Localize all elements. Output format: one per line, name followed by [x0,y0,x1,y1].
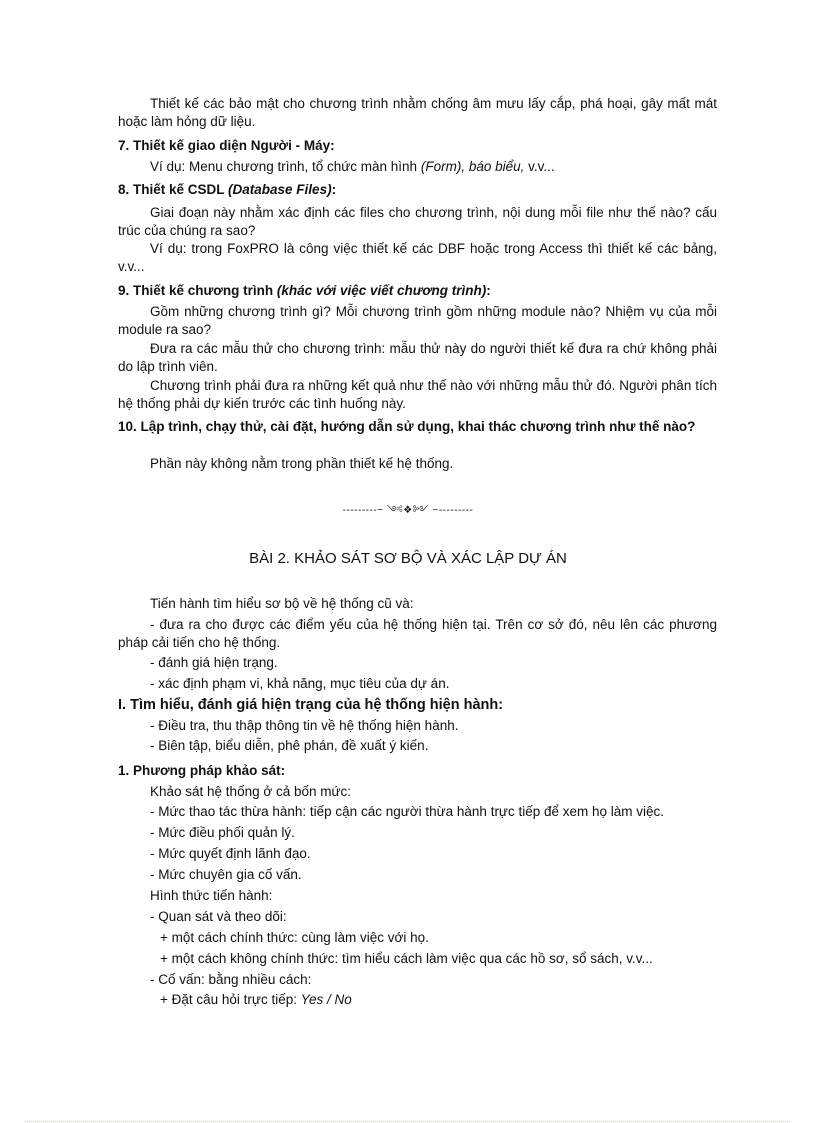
part-1-item: - Điều tra, thu thập thông tin về hệ thống hiện hành. [150,718,459,733]
method-line: - Cố vấn: bằng nhiều cách: [150,972,312,987]
page-bottom-border [25,1121,790,1122]
method-line: - Mức chuyên gia cố vấn. [150,867,302,882]
method-line: + một cách chính thức: cùng làm việc với họ. [160,930,429,945]
heading-7-example [150,158,717,176]
heading-8-paragraph-2: Ví dụ: trong FoxPRO là công việc thiết kế các DBF hoặc trong Access thì thiết kế các bảng, v.v... [118,241,717,274]
heading-7: 7. Thiết kế giao diện Người - Máy: [118,138,335,153]
heading-9-paragraph-3: Chương trình phải đưa ra những kết quả như thế nào với những mẫu thử đó. Người phân tích hệ thống phải dự kiến trước các tình huống này. [118,378,717,411]
method-line [160,991,717,1009]
heading-9-paragraph-1: Gồm những chương trình gì? Mỗi chương trình gồm những module nào? Nhiệm vụ của mỗi module ra sao? [118,304,717,337]
method-line: - Mức thao tác thừa hành: tiếp cận các người thừa hành trực tiếp để xem họ làm việc. [150,804,665,819]
method-heading: 1. Phương pháp khảo sát: [118,763,286,778]
ornament-divider: ---------~ ༺❖༻ ~--------- [342,505,474,516]
heading-8-italic: (Database Files) [228,182,332,197]
intro-item: - đưa ra cho được các điểm yếu của hệ thống hiện tại. Trên cơ sở đó, nêu lên các phương pháp cải tiến cho hệ thống. [118,617,717,650]
heading-9 [118,282,717,300]
method-line: + một cách không chính thức: tìm hiểu cách làm việc qua các hồ sơ, sổ sách, v.v... [160,951,653,966]
part-1-item: - Biên tập, biểu diễn, phê phán, đề xuất ý kiến. [150,738,429,753]
heading-10: 10. Lập trình, chạy thử, cài đặt, hướng dẫn sử dụng, khai thác chương trình như thế nào? [118,419,696,434]
method-line: - Mức điều phối quản lý. [150,825,295,840]
method-line: Hình thức tiến hành: [150,888,273,903]
heading-9-paragraph-2: Đưa ra các mẫu thử cho chương trình: mẫu thử này do người thiết kế đưa ra chứ không phải do lập trình viên. [118,341,717,374]
example-italic: (Form), báo biểu, [420,159,525,174]
method-line: Khảo sát hệ thống ở cả bốn mức: [150,784,352,799]
heading-8 [118,181,717,199]
heading-8-colon: : [331,182,337,197]
lesson-intro: Tiến hành tìm hiểu sơ bộ về hệ thống cũ và: [150,596,414,611]
part-1-heading: I. Tìm hiểu, đánh giá hiện trạng của hệ thống hiện hành: [118,697,504,713]
heading-10-paragraph: Phần này không nằm trong phần thiết kế hệ thống. [150,456,454,471]
intro-item: - xác định phạm vi, khả năng, mục tiêu của dự án. [150,676,450,691]
method-line: - Mức quyết định lãnh đạo. [150,846,311,861]
heading-8-paragraph-1: Giai đoạn này nhằm xác định các files cho chương trình, nội dung mỗi file như thế nào? cấu trúc của chúng ra sao? [118,205,717,238]
lesson-title: BÀI 2. KHẢO SÁT SƠ BỘ VÀ XÁC LẬP DỰ ÁN [249,550,567,567]
intro-item: - đánh giá hiện trạng. [150,655,278,670]
method-line: - Quan sát và theo dõi: [150,909,287,924]
yes-no-italic: Yes / No [300,992,352,1007]
heading-8-text: 8. Thiết kế CSDL [118,182,229,197]
example-text: Ví dụ: Menu chương trình, tổ chức màn hình [150,159,421,174]
heading-9-colon: : [486,283,491,298]
heading-9-text: 9. Thiết kế chương trình [118,283,277,298]
heading-9-italic: (khác với việc viết chương trình) [276,283,487,298]
method-line-text: + Đặt câu hỏi trực tiếp: [160,992,301,1007]
example-etc: v.v... [524,159,555,174]
security-paragraph: Thiết kế các bảo mật cho chương trình nhằm chống âm mưu lấy cắp, phá hoại, gây mất mát hoặc làm hỏng dữ liệu. [118,96,717,129]
